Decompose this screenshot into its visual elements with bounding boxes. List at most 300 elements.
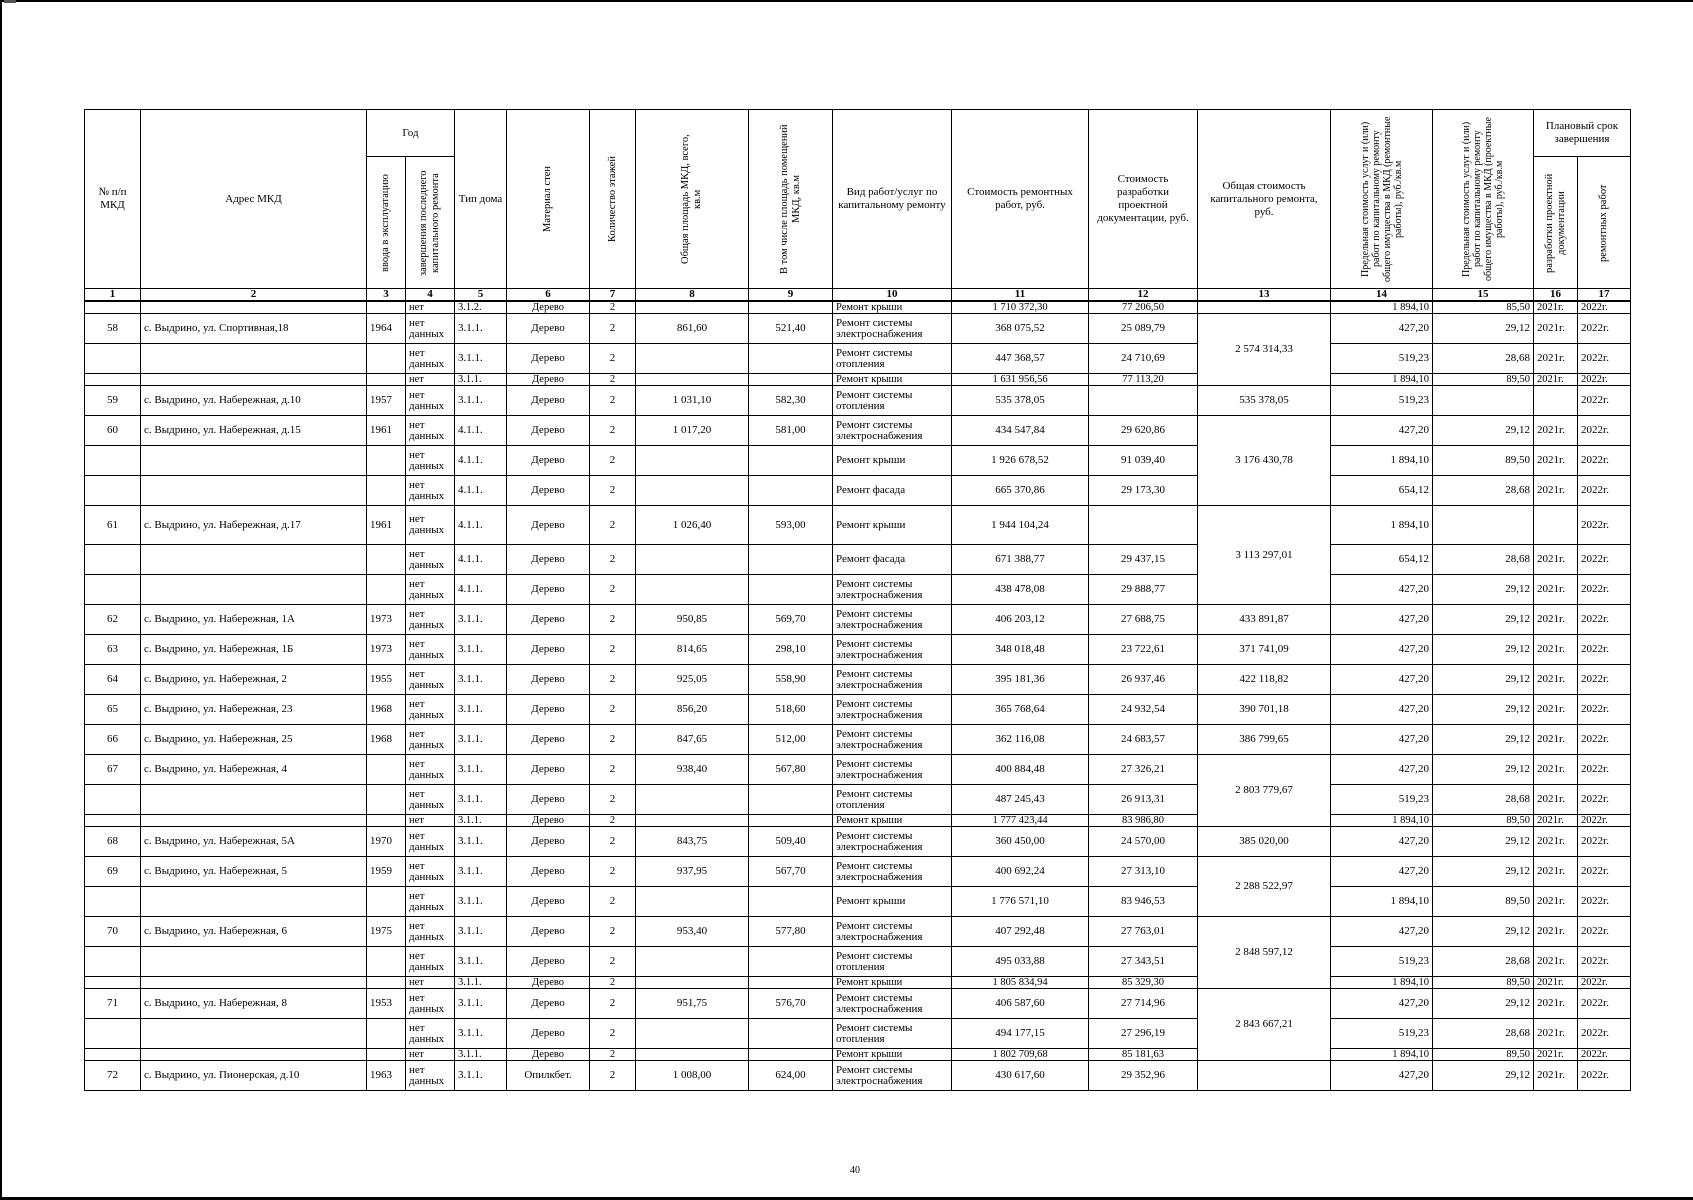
floors-cell: 2 xyxy=(590,815,636,827)
work-type-cell: Ремонт крыши xyxy=(833,1049,952,1061)
house-type-cell: 3.1.1. xyxy=(455,785,507,815)
house-type-cell: 3.1.1. xyxy=(455,665,507,695)
repair-deadline-cell: 2022г. xyxy=(1578,1049,1631,1061)
total-cost-cell: 371 741,09 xyxy=(1198,635,1331,665)
limit-design-cell: 89,50 xyxy=(1433,815,1534,827)
design-deadline-cell: 2021г. xyxy=(1534,755,1578,785)
house-type-cell: 3.1.1. xyxy=(455,989,507,1019)
commission-year-cell: 1963 xyxy=(367,1061,406,1091)
total-area-cell xyxy=(636,301,749,314)
design-cost-cell: 26 913,31 xyxy=(1089,785,1198,815)
repair-cost-cell: 1 926 678,52 xyxy=(952,446,1089,476)
col-header-design-cost: Стоимость разработки проектной документации, руб. xyxy=(1089,110,1198,289)
premises-area-cell xyxy=(749,1049,833,1061)
premises-area-cell xyxy=(749,575,833,605)
design-cost-cell: 85 181,63 xyxy=(1089,1049,1198,1061)
limit-design-cell: 29,12 xyxy=(1433,605,1534,635)
total-area-cell xyxy=(636,545,749,575)
total-area-cell: 937,95 xyxy=(636,857,749,887)
col-number: 13 xyxy=(1198,289,1331,302)
premises-area-cell: 624,00 xyxy=(749,1061,833,1091)
last-repair-cell: нет данных xyxy=(406,314,455,344)
total-area-cell xyxy=(636,815,749,827)
design-deadline-label: разработки проектной документации xyxy=(1543,172,1567,273)
table-row xyxy=(85,827,1631,857)
limit-repair-cell: 1 894,10 xyxy=(1331,815,1433,827)
col-number: 16 xyxy=(1534,289,1578,302)
repair-deadline-cell: 2022г. xyxy=(1578,301,1631,314)
limit-repair-cell: 427,20 xyxy=(1331,575,1433,605)
total-area-label: Общая площадь МКД, всего, кв.м xyxy=(680,134,703,264)
repair-cost-cell: 406 587,60 xyxy=(952,989,1089,1019)
last-repair-cell: нет данных xyxy=(406,887,455,917)
design-cost-cell: 27 296,19 xyxy=(1089,1019,1198,1049)
repair-cost-cell: 495 033,88 xyxy=(952,947,1089,977)
total-area-cell: 843,75 xyxy=(636,827,749,857)
wall-material-cell: Дерево xyxy=(507,575,590,605)
work-type-cell: Ремонт системы отопления xyxy=(833,947,952,977)
design-cost-cell: 83 986,80 xyxy=(1089,815,1198,827)
wall-material-cell: Дерево xyxy=(507,635,590,665)
total-area-cell xyxy=(636,374,749,386)
commission-year-label: ввода в эксплуатацию xyxy=(380,173,391,272)
col-header-work-type: Вид работ/услуг по капитальному ремонту xyxy=(833,110,952,289)
repair-cost-cell: 395 181,36 xyxy=(952,665,1089,695)
premises-area-cell: 569,70 xyxy=(749,605,833,635)
wall-material-cell: Дерево xyxy=(507,947,590,977)
address-cell: с. Выдрино, ул. Набережная, 8 xyxy=(141,989,367,1019)
design-deadline-cell: 2021г. xyxy=(1534,635,1578,665)
work-type-cell: Ремонт фасада xyxy=(833,476,952,506)
limit-design-cell: 29,12 xyxy=(1433,755,1534,785)
limit-repair-cell: 1 894,10 xyxy=(1331,887,1433,917)
row-number: 69 xyxy=(85,857,141,887)
limit-repair-label: Предельная стоимость услуг и (или) работ по капитальному ремонту общего имущества в МКД (ремонтные работы), руб./кв.м xyxy=(1359,116,1404,282)
wall-material-cell: Дерево xyxy=(507,1049,590,1061)
floors-cell: 2 xyxy=(590,635,636,665)
wall-material-cell: Дерево xyxy=(507,827,590,857)
limit-design-cell: 89,50 xyxy=(1433,446,1534,476)
repair-deadline-cell: 2022г. xyxy=(1578,755,1631,785)
limit-repair-cell: 519,23 xyxy=(1331,344,1433,374)
wall-material-cell: Дерево xyxy=(507,695,590,725)
col-header-floors xyxy=(590,110,636,289)
premises-area-cell: 558,90 xyxy=(749,665,833,695)
col-number: 1 xyxy=(85,289,141,302)
design-deadline-cell: 2021г. xyxy=(1534,815,1578,827)
premises-area-cell xyxy=(749,947,833,977)
premises-area-cell: 567,70 xyxy=(749,857,833,887)
last-repair-cell: нет данных xyxy=(406,416,455,446)
last-repair-cell: нет данных xyxy=(406,989,455,1019)
last-repair-cell: нет данных xyxy=(406,635,455,665)
work-type-cell: Ремонт системы электроснабжения xyxy=(833,1061,952,1091)
row-number: 72 xyxy=(85,1061,141,1091)
col-header-repair-cost: Стоимость ремонтных работ, руб. xyxy=(952,110,1089,289)
table-row xyxy=(85,386,1631,416)
row-number: 66 xyxy=(85,725,141,755)
commission-year-cell: 1957 xyxy=(367,386,406,416)
work-type-cell: Ремонт крыши xyxy=(833,815,952,827)
table-row xyxy=(85,1061,1631,1091)
wall-material-cell: Дерево xyxy=(507,1019,590,1049)
total-cost-cell xyxy=(1198,1061,1331,1091)
commission-year-cell: 1961 xyxy=(367,416,406,446)
last-repair-cell: нет данных xyxy=(406,1061,455,1091)
work-type-cell: Ремонт крыши xyxy=(833,301,952,314)
table-row xyxy=(85,301,1631,314)
total-area-cell: 938,40 xyxy=(636,755,749,785)
table-row xyxy=(85,989,1631,1019)
row-number: 61 xyxy=(85,506,141,545)
wall-material-cell: Дерево xyxy=(507,977,590,989)
address-cell: с. Выдрино, ул. Набережная, 1А xyxy=(141,605,367,635)
floors-cell: 2 xyxy=(590,314,636,344)
house-type-cell: 3.1.1. xyxy=(455,815,507,827)
table-row xyxy=(85,416,1631,446)
house-type-cell: 3.1.1. xyxy=(455,725,507,755)
total-area-cell: 1 008,00 xyxy=(636,1061,749,1091)
address-cell: с. Выдрино, ул. Набережная, д.15 xyxy=(141,416,367,446)
table-row xyxy=(85,605,1631,635)
address-cell xyxy=(141,977,367,989)
limit-repair-cell: 519,23 xyxy=(1331,1019,1433,1049)
last-repair-cell: нет данных xyxy=(406,344,455,374)
table-body xyxy=(85,301,1631,1091)
wall-material-cell: Дерево xyxy=(507,857,590,887)
design-deadline-cell: 2021г. xyxy=(1534,446,1578,476)
premises-area-cell xyxy=(749,977,833,989)
house-type-cell: 4.1.1. xyxy=(455,506,507,545)
commission-year-cell xyxy=(367,815,406,827)
wall-material-cell: Дерево xyxy=(507,665,590,695)
commission-year-cell xyxy=(367,575,406,605)
limit-design-cell: 29,12 xyxy=(1433,575,1534,605)
wall-material-cell: Дерево xyxy=(507,887,590,917)
wall-material-cell: Дерево xyxy=(507,989,590,1019)
row-number: 67 xyxy=(85,755,141,785)
commission-year-cell xyxy=(367,785,406,815)
floors-cell: 2 xyxy=(590,887,636,917)
house-type-cell: 4.1.1. xyxy=(455,446,507,476)
limit-repair-cell: 427,20 xyxy=(1331,665,1433,695)
house-type-cell: 3.1.1. xyxy=(455,947,507,977)
total-cost-cell: 2 574 314,33 xyxy=(1198,314,1331,386)
col-header-limit-repair xyxy=(1331,110,1433,289)
premises-area-cell: 298,10 xyxy=(749,635,833,665)
commission-year-cell xyxy=(367,545,406,575)
total-cost-cell: 385 020,00 xyxy=(1198,827,1331,857)
total-area-cell xyxy=(636,446,749,476)
commission-year-cell: 1975 xyxy=(367,917,406,947)
work-type-cell: Ремонт крыши xyxy=(833,887,952,917)
work-type-cell: Ремонт крыши xyxy=(833,446,952,476)
col-header-commission-year xyxy=(367,157,406,289)
col-header-design-deadline xyxy=(1534,157,1578,289)
premises-area-cell: 567,80 xyxy=(749,755,833,785)
design-deadline-cell: 2021г. xyxy=(1534,887,1578,917)
wall-material-cell: Дерево xyxy=(507,344,590,374)
wall-material-cell: Дерево xyxy=(507,416,590,446)
repair-deadline-cell: 2022г. xyxy=(1578,575,1631,605)
design-cost-cell: 24 683,57 xyxy=(1089,725,1198,755)
design-cost-cell: 83 946,53 xyxy=(1089,887,1198,917)
last-repair-cell: нет xyxy=(406,301,455,314)
total-cost-cell: 433 891,87 xyxy=(1198,605,1331,635)
house-type-cell: 3.1.1. xyxy=(455,1019,507,1049)
row-number xyxy=(85,815,141,827)
design-deadline-cell: 2021г. xyxy=(1534,1049,1578,1061)
premises-area-cell xyxy=(749,301,833,314)
address-cell xyxy=(141,887,367,917)
wall-material-label: Материал стен xyxy=(542,166,553,232)
limit-design-cell: 28,68 xyxy=(1433,344,1534,374)
commission-year-cell: 1968 xyxy=(367,725,406,755)
limit-repair-cell: 427,20 xyxy=(1331,416,1433,446)
row-number xyxy=(85,1019,141,1049)
table-row xyxy=(85,695,1631,725)
limit-design-cell: 28,68 xyxy=(1433,785,1534,815)
premises-area-cell xyxy=(749,374,833,386)
limit-repair-cell: 427,20 xyxy=(1331,1061,1433,1091)
total-area-cell xyxy=(636,887,749,917)
address-cell: с. Выдрино, ул. Пионерская, д.10 xyxy=(141,1061,367,1091)
repair-deadline-cell: 2022г. xyxy=(1578,1061,1631,1091)
design-cost-cell: 27 343,51 xyxy=(1089,947,1198,977)
design-deadline-cell xyxy=(1534,386,1578,416)
repair-deadline-label: ремонтных работ xyxy=(1598,183,1609,262)
limit-repair-cell: 427,20 xyxy=(1331,725,1433,755)
total-cost-cell: 2 803 779,67 xyxy=(1198,755,1331,827)
row-number xyxy=(85,374,141,386)
limit-design-cell: 29,12 xyxy=(1433,416,1534,446)
col-number: 14 xyxy=(1331,289,1433,302)
commission-year-cell xyxy=(367,755,406,785)
row-number: 62 xyxy=(85,605,141,635)
design-cost-cell: 26 937,46 xyxy=(1089,665,1198,695)
row-number xyxy=(85,575,141,605)
table-row xyxy=(85,635,1631,665)
total-area-cell xyxy=(636,1019,749,1049)
work-type-cell: Ремонт системы электроснабжения xyxy=(833,416,952,446)
column-number-row xyxy=(85,289,1631,302)
total-area-cell: 1 031,10 xyxy=(636,386,749,416)
premises-area-cell: 518,60 xyxy=(749,695,833,725)
limit-repair-cell: 519,23 xyxy=(1331,947,1433,977)
total-area-cell: 1 017,20 xyxy=(636,416,749,446)
house-type-cell: 3.1.1. xyxy=(455,635,507,665)
total-area-cell: 861,60 xyxy=(636,314,749,344)
house-type-cell: 3.1.1. xyxy=(455,1061,507,1091)
total-area-cell: 847,65 xyxy=(636,725,749,755)
house-type-cell: 3.1.1. xyxy=(455,605,507,635)
premises-area-cell: 593,00 xyxy=(749,506,833,545)
last-repair-cell: нет данных xyxy=(406,575,455,605)
commission-year-cell: 1973 xyxy=(367,635,406,665)
premises-area-cell: 521,40 xyxy=(749,314,833,344)
repair-cost-cell: 434 547,84 xyxy=(952,416,1089,446)
table-row xyxy=(85,446,1631,476)
repair-cost-cell: 487 245,43 xyxy=(952,785,1089,815)
design-deadline-cell: 2021г. xyxy=(1534,545,1578,575)
work-type-cell: Ремонт крыши xyxy=(833,374,952,386)
commission-year-cell: 1961 xyxy=(367,506,406,545)
design-cost-cell: 77 206,50 xyxy=(1089,301,1198,314)
wall-material-cell: Дерево xyxy=(507,815,590,827)
address-cell xyxy=(141,1049,367,1061)
row-number: 70 xyxy=(85,917,141,947)
address-cell xyxy=(141,545,367,575)
total-cost-cell: 2 288 522,97 xyxy=(1198,857,1331,917)
floors-cell: 2 xyxy=(590,827,636,857)
limit-design-cell: 29,12 xyxy=(1433,857,1534,887)
house-type-cell: 3.1.1. xyxy=(455,827,507,857)
last-repair-cell: нет данных xyxy=(406,446,455,476)
design-deadline-cell: 2021г. xyxy=(1534,695,1578,725)
wall-material-cell: Дерево xyxy=(507,446,590,476)
design-deadline-cell: 2021г. xyxy=(1534,374,1578,386)
row-number xyxy=(85,301,141,314)
commission-year-cell xyxy=(367,947,406,977)
limit-design-cell: 29,12 xyxy=(1433,695,1534,725)
work-type-cell: Ремонт системы электроснабжения xyxy=(833,725,952,755)
repair-cost-cell: 406 203,12 xyxy=(952,605,1089,635)
floors-cell: 2 xyxy=(590,374,636,386)
wall-material-cell: Дерево xyxy=(507,917,590,947)
table-row xyxy=(85,755,1631,785)
row-number: 60 xyxy=(85,416,141,446)
premises-area-cell xyxy=(749,1019,833,1049)
premises-area-cell: 577,80 xyxy=(749,917,833,947)
limit-design-cell: 29,12 xyxy=(1433,314,1534,344)
wall-material-cell: Дерево xyxy=(507,386,590,416)
commission-year-cell: 1955 xyxy=(367,665,406,695)
house-type-cell: 3.1.1. xyxy=(455,917,507,947)
house-type-cell: 3.1.1. xyxy=(455,695,507,725)
repair-cost-cell: 1 776 571,10 xyxy=(952,887,1089,917)
total-area-cell: 1 026,40 xyxy=(636,506,749,545)
wall-material-cell: Дерево xyxy=(507,476,590,506)
house-type-cell: 3.1.1. xyxy=(455,755,507,785)
total-cost-cell: 2 848 597,12 xyxy=(1198,917,1331,989)
row-number xyxy=(85,887,141,917)
commission-year-cell xyxy=(367,1019,406,1049)
repair-cost-cell: 400 692,24 xyxy=(952,857,1089,887)
table-row xyxy=(85,887,1631,917)
repair-cost-cell: 1 802 709,68 xyxy=(952,1049,1089,1061)
wall-material-cell: Опилкбет. xyxy=(507,1061,590,1091)
col-number: 4 xyxy=(406,289,455,302)
row-number xyxy=(85,476,141,506)
total-area-cell: 925,05 xyxy=(636,665,749,695)
limit-repair-cell: 1 894,10 xyxy=(1331,977,1433,989)
row-number: 68 xyxy=(85,827,141,857)
limit-design-cell: 28,68 xyxy=(1433,947,1534,977)
row-number: 65 xyxy=(85,695,141,725)
work-type-cell: Ремонт системы электроснабжения xyxy=(833,575,952,605)
repair-deadline-cell: 2022г. xyxy=(1578,695,1631,725)
address-cell xyxy=(141,344,367,374)
col-header-last-repair-year xyxy=(406,157,455,289)
repair-deadline-cell: 2022г. xyxy=(1578,665,1631,695)
address-cell: с. Выдрино, ул. Набережная, 23 xyxy=(141,695,367,725)
work-type-cell: Ремонт крыши xyxy=(833,506,952,545)
house-type-cell: 4.1.1. xyxy=(455,575,507,605)
limit-design-cell: 29,12 xyxy=(1433,989,1534,1019)
work-type-cell: Ремонт системы электроснабжения xyxy=(833,665,952,695)
limit-design-cell: 89,50 xyxy=(1433,1049,1534,1061)
limit-repair-cell: 1 894,10 xyxy=(1331,374,1433,386)
page-number: 40 xyxy=(850,1165,860,1176)
repair-cost-cell: 1 805 834,94 xyxy=(952,977,1089,989)
address-cell xyxy=(141,1019,367,1049)
repair-deadline-cell: 2022г. xyxy=(1578,815,1631,827)
repair-cost-cell: 348 018,48 xyxy=(952,635,1089,665)
commission-year-cell: 1968 xyxy=(367,695,406,725)
last-repair-cell: нет данных xyxy=(406,665,455,695)
house-type-cell: 4.1.1. xyxy=(455,416,507,446)
commission-year-cell xyxy=(367,344,406,374)
commission-year-cell xyxy=(367,977,406,989)
last-repair-cell: нет xyxy=(406,374,455,386)
limit-repair-cell: 427,20 xyxy=(1331,827,1433,857)
col-number: 5 xyxy=(455,289,507,302)
work-type-cell: Ремонт системы электроснабжения xyxy=(833,314,952,344)
table-row xyxy=(85,725,1631,755)
limit-repair-cell: 519,23 xyxy=(1331,386,1433,416)
repair-deadline-cell: 2022г. xyxy=(1578,785,1631,815)
design-cost-cell: 24 932,54 xyxy=(1089,695,1198,725)
repair-cost-cell: 1 944 104,24 xyxy=(952,506,1089,545)
col-header-house-type: Тип дома xyxy=(455,110,507,289)
limit-repair-cell: 1 894,10 xyxy=(1331,301,1433,314)
wall-material-cell: Дерево xyxy=(507,545,590,575)
wall-material-cell: Дерево xyxy=(507,725,590,755)
limit-design-cell: 29,12 xyxy=(1433,827,1534,857)
last-repair-cell: нет данных xyxy=(406,1019,455,1049)
limit-design-cell: 29,12 xyxy=(1433,1061,1534,1091)
limit-design-cell xyxy=(1433,386,1534,416)
repair-deadline-cell: 2022г. xyxy=(1578,725,1631,755)
commission-year-cell xyxy=(367,301,406,314)
design-cost-cell: 29 888,77 xyxy=(1089,575,1198,605)
address-cell: с. Выдрино, ул. Набережная, 5 xyxy=(141,857,367,887)
total-cost-cell: 3 113 297,01 xyxy=(1198,506,1331,605)
total-area-cell: 856,20 xyxy=(636,695,749,725)
repair-cost-cell: 1 631 956,56 xyxy=(952,374,1089,386)
col-number: 3 xyxy=(367,289,406,302)
limit-repair-cell: 427,20 xyxy=(1331,857,1433,887)
repair-deadline-cell: 2022г. xyxy=(1578,344,1631,374)
col-number: 9 xyxy=(749,289,833,302)
repair-cost-cell: 430 617,60 xyxy=(952,1061,1089,1091)
floors-cell: 2 xyxy=(590,575,636,605)
total-area-cell xyxy=(636,476,749,506)
premises-area-cell xyxy=(749,446,833,476)
work-type-cell: Ремонт системы отопления xyxy=(833,785,952,815)
design-cost-cell xyxy=(1089,506,1198,545)
table-row xyxy=(85,575,1631,605)
work-type-cell: Ремонт фасада xyxy=(833,545,952,575)
col-number: 17 xyxy=(1578,289,1631,302)
limit-repair-cell: 427,20 xyxy=(1331,917,1433,947)
address-cell: с. Выдрино, ул. Набережная, д.10 xyxy=(141,386,367,416)
work-type-cell: Ремонт крыши xyxy=(833,977,952,989)
total-area-cell xyxy=(636,785,749,815)
col-header-wall-material xyxy=(507,110,590,289)
repair-deadline-cell: 2022г. xyxy=(1578,857,1631,887)
house-type-cell: 3.1.1. xyxy=(455,887,507,917)
